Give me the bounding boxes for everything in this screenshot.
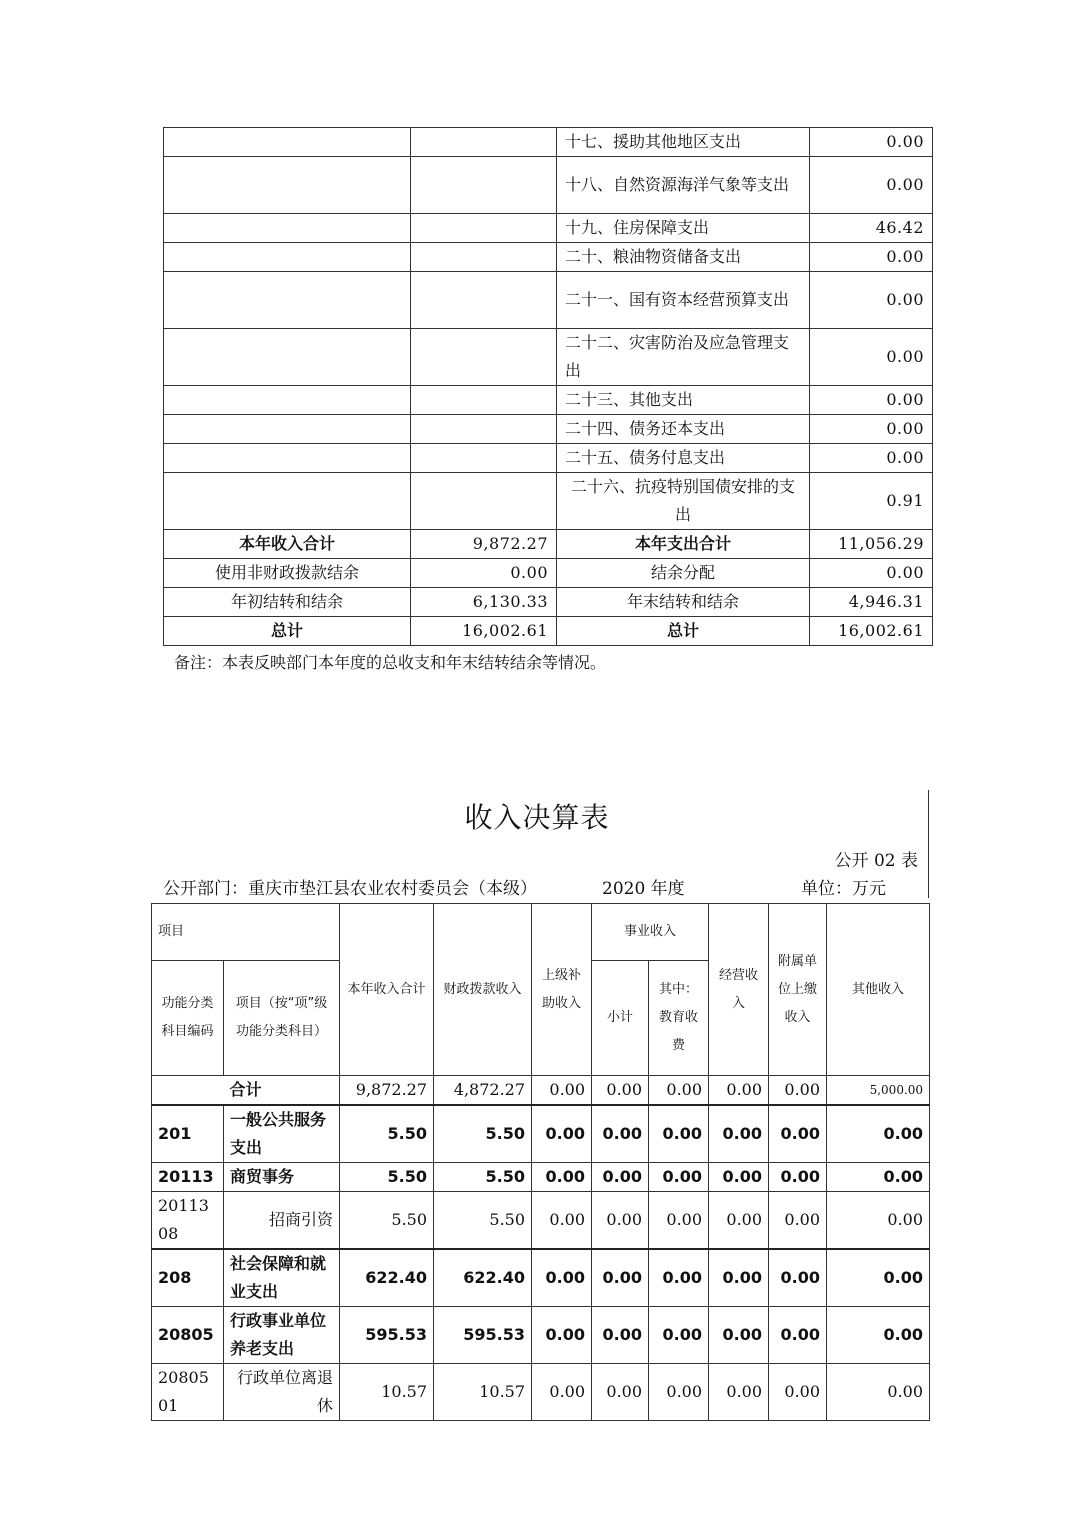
expense-total-label: 本年支出合计 [557, 530, 810, 559]
header-row [152, 904, 930, 961]
cell-fiscal: 622.40 [434, 1249, 532, 1307]
cell-other: 0.00 [827, 1249, 930, 1307]
table-row [164, 157, 933, 214]
nonfiscal-value: 0.00 [411, 559, 557, 588]
cell-name: 行政单位离退休 [224, 1364, 340, 1421]
surplus-distribution-label: 结余分配 [557, 559, 810, 588]
expense-item-label: 二十一、国有资本经营预算支出 [557, 272, 810, 329]
expense-item-label: 二十三、其他支出 [557, 386, 810, 415]
cell-subtotal: 0.00 [592, 1364, 649, 1421]
expense-total-value: 11,056.29 [810, 530, 933, 559]
cell-upper: 0.00 [532, 1076, 592, 1106]
cell-edu: 0.00 [649, 1364, 709, 1421]
cell-other: 0.00 [827, 1192, 930, 1250]
expense-item-value: 46.42 [810, 214, 933, 243]
cell-other: 0.00 [827, 1105, 930, 1163]
grand-total-label: 总计 [557, 617, 810, 646]
expense-item-value: 0.00 [810, 329, 933, 386]
form-number: 公开 02 表 [834, 851, 918, 871]
table-row [152, 1105, 930, 1163]
cell-subtotal: 0.00 [592, 1076, 649, 1106]
header-upper-subsidy: 上级补助收入 [532, 904, 592, 1076]
cell-code: 201 [152, 1105, 224, 1163]
cell-upper: 0.00 [532, 1192, 592, 1250]
cell-name: 招商引资 [224, 1192, 340, 1250]
table-row [152, 1249, 930, 1307]
cell-affiliated: 0.00 [769, 1076, 827, 1106]
header-name: 项目（按“项”级功能分类科目） [224, 961, 340, 1076]
cell-total: 10.57 [340, 1364, 434, 1421]
cell-fiscal: 5.50 [434, 1163, 532, 1192]
ending-balance-value: 4,946.31 [810, 588, 933, 617]
table-row [164, 617, 933, 646]
header-affiliated: 附属单位上缴收入 [769, 904, 827, 1076]
cell-affiliated: 0.00 [769, 1192, 827, 1250]
cell-subtotal: 0.00 [592, 1307, 649, 1364]
fiscal-year: 2020 年度 [602, 879, 685, 899]
expense-item-value: 0.00 [810, 415, 933, 444]
expense-item-label: 二十、粮油物资储备支出 [557, 243, 810, 272]
table-row [164, 559, 933, 588]
expense-item-value: 0.00 [810, 386, 933, 415]
cell-other: 0.00 [827, 1163, 930, 1192]
income-total-value: 9,872.27 [411, 530, 557, 559]
cell-total: 5.50 [340, 1105, 434, 1163]
table-row [164, 272, 933, 329]
surplus-distribution-value: 0.00 [810, 559, 933, 588]
header-edu-fee: 其中：教育收费 [649, 961, 709, 1076]
table-row [152, 1192, 930, 1250]
grand-total-value: 16,002.61 [810, 617, 933, 646]
cell-fiscal: 595.53 [434, 1307, 532, 1364]
expense-item-label: 十七、援助其他地区支出 [557, 128, 810, 157]
cell-operating: 0.00 [709, 1105, 769, 1163]
expense-item-value: 0.00 [810, 444, 933, 473]
cell-edu: 0.00 [649, 1163, 709, 1192]
cell-code: 20805 [152, 1307, 224, 1364]
cell-upper: 0.00 [532, 1307, 592, 1364]
unit-label: 单位：万元 [801, 879, 886, 899]
header-business-income: 事业收入 [592, 904, 709, 961]
cell-total: 5.50 [340, 1192, 434, 1250]
cell-other: 0.00 [827, 1307, 930, 1364]
cell-name: 社会保障和就业支出 [224, 1249, 340, 1307]
expense-item-label: 二十五、债务付息支出 [557, 444, 810, 473]
income-statement-table [151, 903, 930, 1421]
header-item: 项目 [152, 904, 340, 961]
cell-total: 595.53 [340, 1307, 434, 1364]
grand-total-value: 16,002.61 [411, 617, 557, 646]
cell-upper: 0.00 [532, 1163, 592, 1192]
header-fiscal: 财政拨款收入 [434, 904, 532, 1076]
cell-upper: 0.00 [532, 1364, 592, 1421]
table-row [164, 243, 933, 272]
grand-total-label: 总计 [164, 617, 411, 646]
income-total-label: 本年收入合计 [164, 530, 411, 559]
cell-subtotal: 0.00 [592, 1249, 649, 1307]
cell-fiscal: 4,872.27 [434, 1076, 532, 1106]
cell-edu: 0.00 [649, 1249, 709, 1307]
cell-affiliated: 0.00 [769, 1307, 827, 1364]
table-row [164, 214, 933, 243]
table-row [152, 1307, 930, 1364]
table-row [164, 530, 933, 559]
cell-operating: 0.00 [709, 1307, 769, 1364]
header-total: 本年收入合计 [340, 904, 434, 1076]
cell-code: 2011308 [152, 1192, 224, 1250]
cell-edu: 0.00 [649, 1076, 709, 1106]
cell-affiliated: 0.00 [769, 1163, 827, 1192]
total-row [152, 1076, 930, 1106]
cell-subtotal: 0.00 [592, 1192, 649, 1250]
cell-edu: 0.00 [649, 1105, 709, 1163]
table-row [164, 386, 933, 415]
table-row [164, 415, 933, 444]
expense-item-value: 0.00 [810, 128, 933, 157]
cell-edu: 0.00 [649, 1307, 709, 1364]
cell-operating: 0.00 [709, 1076, 769, 1106]
ending-balance-label: 年末结转和结余 [557, 588, 810, 617]
total-label: 合计 [152, 1076, 340, 1106]
page-title: 收入决算表 [464, 801, 610, 834]
cell-total: 622.40 [340, 1249, 434, 1307]
header-other: 其他收入 [827, 904, 930, 1076]
expense-item-label: 十九、住房保障支出 [557, 214, 810, 243]
table-row [152, 1163, 930, 1192]
cell-code: 2080501 [152, 1364, 224, 1421]
cell-operating: 0.00 [709, 1163, 769, 1192]
expense-item-value: 0.00 [810, 157, 933, 214]
expense-summary-table [163, 127, 933, 646]
table-row [164, 588, 933, 617]
cell-edu: 0.00 [649, 1192, 709, 1250]
cell-operating: 0.00 [709, 1364, 769, 1421]
cell-affiliated: 0.00 [769, 1249, 827, 1307]
table-row [164, 128, 933, 157]
cell-other: 0.00 [827, 1364, 930, 1421]
cell-name: 商贸事务 [224, 1163, 340, 1192]
cell-affiliated: 0.00 [769, 1364, 827, 1421]
table-row [164, 444, 933, 473]
cell-fiscal: 5.50 [434, 1105, 532, 1163]
header-subtotal: 小计 [592, 961, 649, 1076]
cell-upper: 0.00 [532, 1249, 592, 1307]
expense-item-value: 0.00 [810, 243, 933, 272]
cell-operating: 0.00 [709, 1192, 769, 1250]
cell-subtotal: 0.00 [592, 1105, 649, 1163]
header-code: 功能分类科目编码 [152, 961, 224, 1076]
expense-item-value: 0.00 [810, 272, 933, 329]
beginning-balance-value: 6,130.33 [411, 588, 557, 617]
cell-subtotal: 0.00 [592, 1163, 649, 1192]
table-row [164, 473, 933, 530]
cell-fiscal: 5.50 [434, 1192, 532, 1250]
cell-name: 行政事业单位养老支出 [224, 1307, 340, 1364]
table-note: 备注：本表反映部门本年度的总收支和年末结转结余等情况。 [174, 653, 607, 672]
cell-other: 5,000.00 [827, 1076, 930, 1106]
expense-item-label: 二十四、债务还本支出 [557, 415, 810, 444]
expense-item-label: 二十六、抗疫特别国债安排的支出 [557, 473, 810, 530]
cell-name: 一般公共服务支出 [224, 1105, 340, 1163]
cell-total: 9,872.27 [340, 1076, 434, 1106]
expense-item-label: 二十二、灾害防治及应急管理支出 [557, 329, 810, 386]
cell-fiscal: 10.57 [434, 1364, 532, 1421]
expense-item-label: 十八、自然资源海洋气象等支出 [557, 157, 810, 214]
cell-upper: 0.00 [532, 1105, 592, 1163]
department-label: 公开部门：重庆市垫江县农业农村委员会（本级） [163, 879, 537, 899]
header-operating: 经营收入 [709, 904, 769, 1076]
table-row [164, 329, 933, 386]
beginning-balance-label: 年初结转和结余 [164, 588, 411, 617]
cell-code: 208 [152, 1249, 224, 1307]
expense-item-value: 0.91 [810, 473, 933, 530]
nonfiscal-label: 使用非财政拨款结余 [164, 559, 411, 588]
cell-affiliated: 0.00 [769, 1105, 827, 1163]
table-row [152, 1364, 930, 1421]
cell-operating: 0.00 [709, 1249, 769, 1307]
cell-total: 5.50 [340, 1163, 434, 1192]
cell-code: 20113 [152, 1163, 224, 1192]
